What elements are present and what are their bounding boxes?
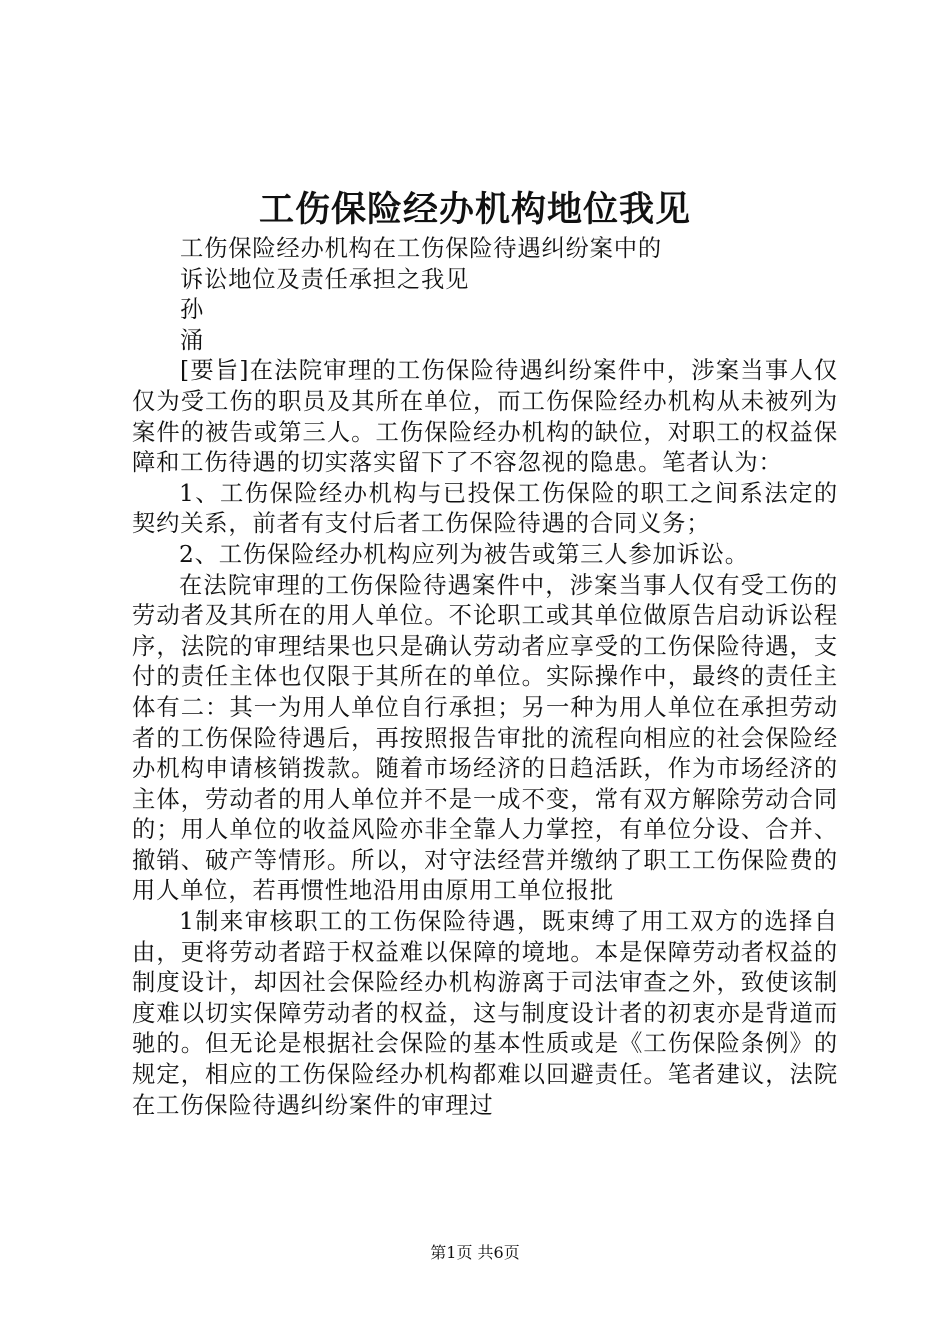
page-number-footer: 第1页 共6页 — [430, 1243, 520, 1262]
author-line-2: 涌 — [180, 326, 205, 354]
abstract-paragraph: [要旨]在法院审理的工伤保险待遇纠纷案件中，涉案当事人仅仅为受工伤的职员及其所在单位，而工伤保险经办机构从未被列为案件的被告或第三人。工伤保险经办机构的缺位，对职工的权益保障和工伤待遇的切实落实留下了不容忽视的隐患。笔者认为： — [132, 357, 838, 477]
body-paragraph-1: 在法院审理的工伤保险待遇案件中，涉案当事人仅有受工伤的劳动者及其所在的用人单位。不论职工或其单位做原告启动诉讼程序，法院的审理结果也只是确认劳动者应享受的工伤保险待遇，支付的责任主体也仅限于其所在的单位。实际操作中，最终的责任主体有二：其一为用人单位自行承担；另一种为用人单位在承担劳动者的工伤保险待遇后，再按照报告审批的流程向相应的社会保险经办机构申请核销拨款。随着市场经济的日趋活跃，作为市场经济的主体，劳动者的用人单位并不是一成不变，常有双方解除劳动合同的；用人单位的收益风险亦非全靠人力掌控，有单位分设、合并、撤销、破产等情形。所以，对守法经营并缴纳了职工工伤保险费的用人单位，若再惯性地沿用由原用工单位报批 — [132, 571, 838, 905]
key-point-1: 1、工伤保险经办机构与已投保工伤保险的职工之间系法定的契约关系，前者有支付后者工伤保险待遇的合同义务； — [132, 479, 838, 538]
key-point-2: 2、工伤保险经办机构应列为被告或第三人参加诉讼。 — [179, 540, 749, 568]
subtitle-line-2: 诉讼地位及责任承担之我见 — [180, 265, 470, 293]
document-body — [132, 234, 838, 1121]
body-paragraph-2: 1制来审核职工的工伤保险待遇，既束缚了用工双方的选择自由，更将劳动者踣于权益难以保障的境地。本是保障劳动者权益的制度设计，却因社会保险经办机构游离于司法审查之外，致使该制度难以切实保障劳动者的权益，这与制度设计者的初衷亦是背道而驰的。但无论是根据社会保险的基本性质或是《工伤保险条例》的规定，相应的工伤保险经办机构都难以回避责任。笔者建议，法院在工伤保险待遇纠纷案件的审理过 — [132, 908, 838, 1119]
document-title: 工伤保险经办机构地位我见 — [258, 189, 691, 230]
subtitle-line-1: 工伤保险经办机构在工伤保险待遇纠纷案中的 — [180, 235, 662, 262]
author-line-1: 孙 — [180, 296, 205, 324]
